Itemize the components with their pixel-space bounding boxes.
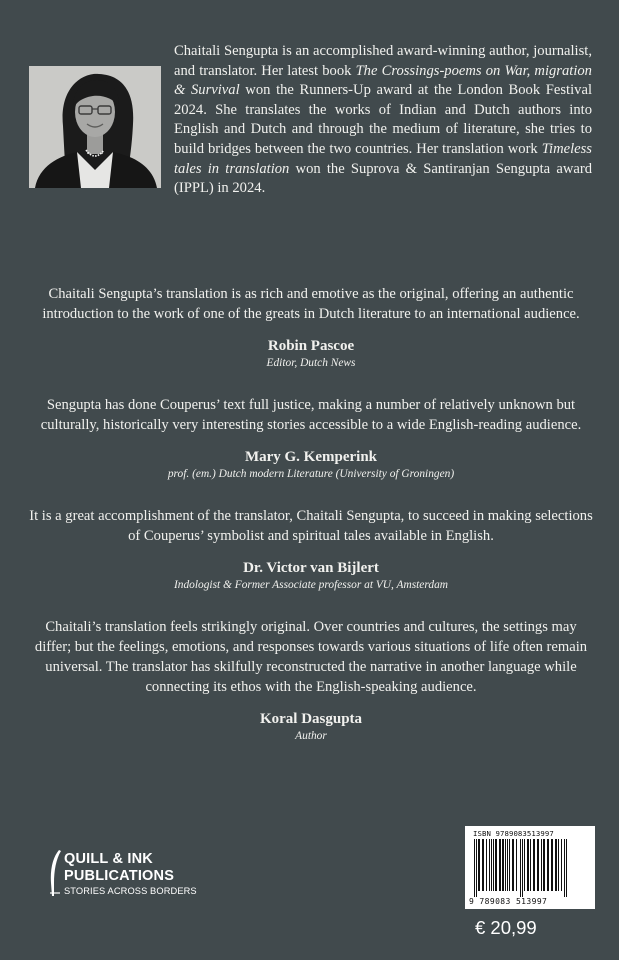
endorsement-quote: Sengupta has done Couperus’ text full justice, making a number of relatively unknown but culturally, historically very interesting stories accessible to a wide English-reading audience. (40, 397, 582, 433)
author-photo (29, 66, 161, 188)
publisher-tagline: STORIES ACROSS BORDERS (64, 886, 197, 896)
endorsement-2 (28, 395, 594, 482)
endorsement-quote: It is a great accomplishment of the translator, Chaitali Sengupta, to succeed in making selections of Couperus’ symbolist and spiritual tales available in English. (29, 508, 593, 544)
price: € 20,99 (475, 917, 537, 938)
endorser-role: Editor, Dutch News (266, 357, 356, 369)
endorser-role: Indologist & Former Associate professor at VU, Amsterdam (173, 579, 448, 591)
endorsement-4 (28, 617, 594, 744)
publisher-name-line2: PUBLICATIONS (64, 868, 175, 884)
endorser-name: Dr. Victor van Bijlert (243, 560, 379, 576)
bio-work-title: Timeless tales in translation (174, 140, 592, 177)
endorser-name: Koral Dasgupta (259, 711, 363, 727)
bio-text-3: won the Suprova & Santiranjan Sengupta award (IPPL) in 2024. (174, 160, 592, 197)
endorsement-1 (28, 284, 594, 371)
endorsement-quote: Chaitali Sengupta’s translation is as rich and emotive as the original, offering an authentic introduction to the work of one of the greats in Dutch literature to an international audience. (42, 286, 580, 322)
publisher-name-line1: QUILL & INK (64, 851, 153, 867)
quill-icon (48, 849, 62, 897)
isbn-label: ISBN 9789083513997 (473, 829, 554, 838)
bio-text-2: won the Runners-Up award at the London Book Festival 2024. She translates the works of Indian and Dutch authors into English and Dutch and through the medium of literature, she tries to build bridges between the two countries. Her translation work (174, 82, 592, 157)
bio-book-title: The Crossings-poems on War, migration & Survival (174, 62, 592, 99)
endorser-role: prof. (em.) Dutch modern Literature (University of Groningen) (167, 468, 455, 480)
publisher-logo (48, 849, 208, 899)
endorser-role: Author (295, 730, 327, 742)
bio-text-1: Chaitali Sengupta is an accomplished award-winning author, journalist, and translator. Her latest book (174, 43, 592, 79)
barcode-bars (473, 839, 587, 897)
endorsement-quote: Chaitali’s translation feels strikingly original. Over countries and cultures, the settings may differ; but the feelings, emotions, and responses towards various situations of life often remain universal. The translator has skilfully reconstructed the narrative in another language while connecting its ethos with the English-speaking audience. (34, 619, 588, 695)
author-bio (174, 42, 592, 199)
endorser-name: Robin Pascoe (267, 338, 355, 354)
endorser-name: Mary G. Kemperink (244, 449, 378, 465)
isbn-barcode (465, 826, 595, 909)
endorsement-3 (28, 506, 594, 593)
ean-digits: 9 789083 513997 (469, 897, 548, 906)
endorsements (28, 284, 594, 768)
